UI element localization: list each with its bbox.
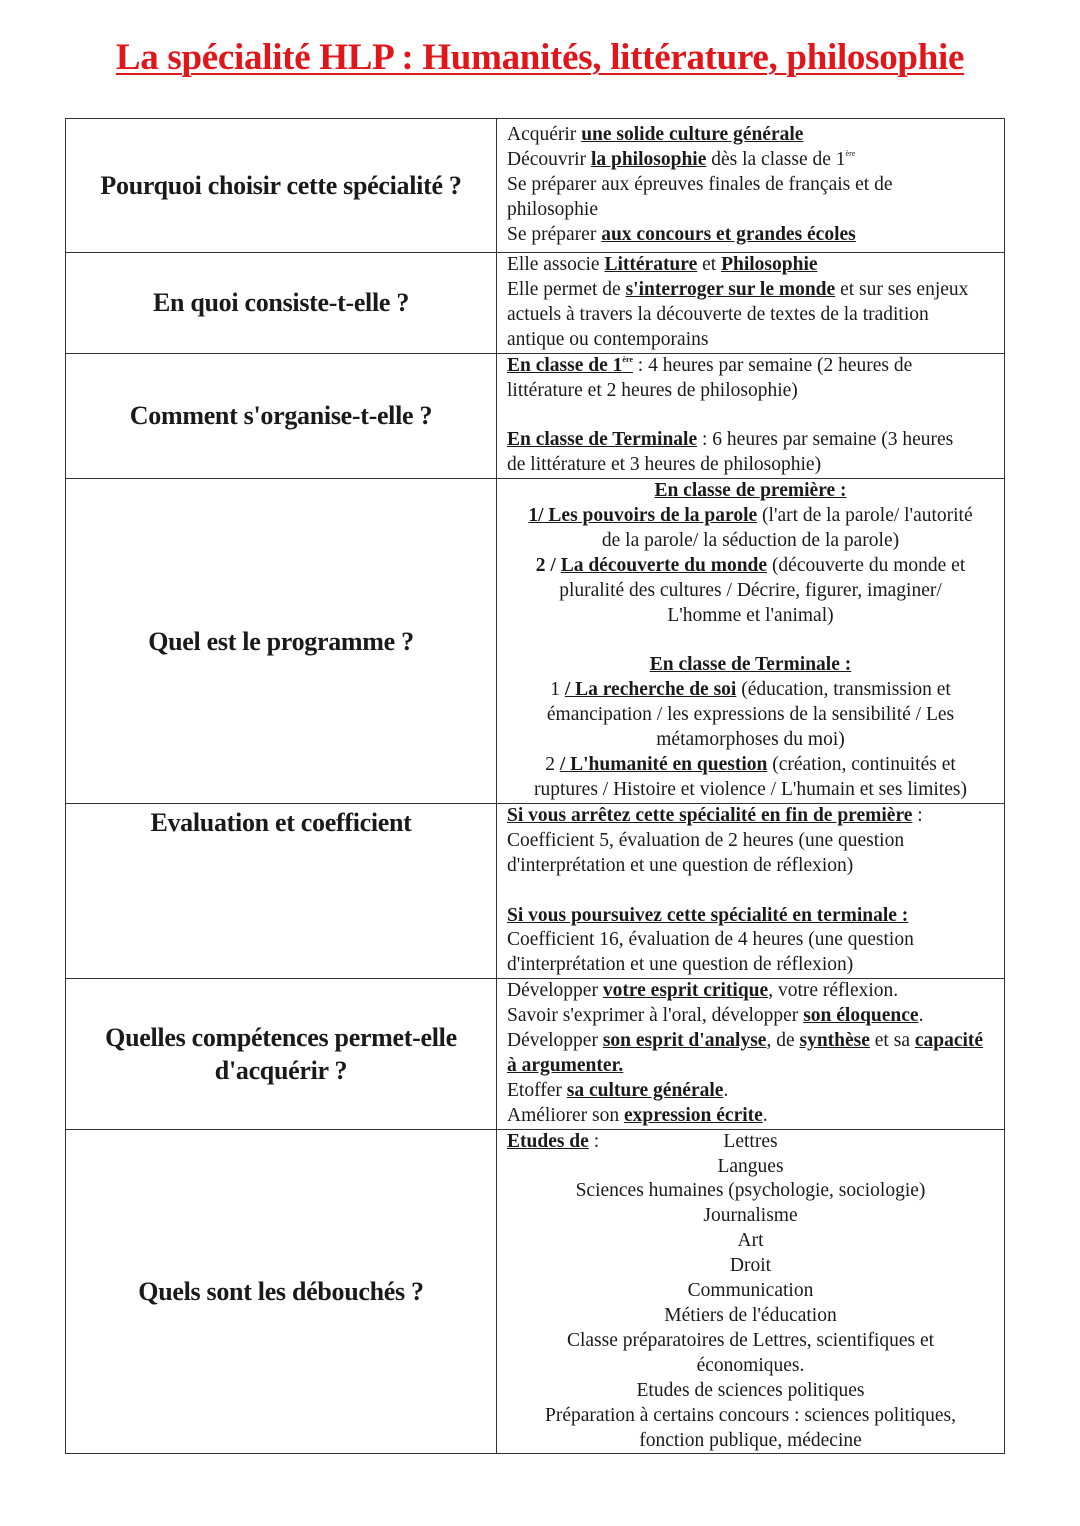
list-item: Art — [737, 1230, 764, 1252]
question-evaluation: Evaluation et coefficient — [66, 803, 497, 978]
text: Elle associe — [507, 254, 605, 275]
text: : — [912, 804, 923, 826]
spacer — [507, 879, 994, 904]
text-line: Coefficient 16, évaluation de 4 heures (une question — [507, 929, 914, 951]
text: (éducation, transmission et — [736, 679, 951, 701]
list-item: Préparation à certains concours : sciences politiques, — [545, 1404, 956, 1426]
text: : 4 heures par semaine (2 heures de — [632, 354, 913, 376]
list-item: Langues — [717, 1155, 784, 1177]
emphasis: capacité — [914, 1030, 984, 1052]
text: . — [762, 1104, 768, 1126]
text: , votre réflexion. — [768, 980, 899, 1002]
text-line: philosophie — [507, 198, 598, 220]
emphasis: aux concours et grandes écoles — [601, 223, 856, 245]
spacer — [507, 629, 994, 654]
text: Se préparer — [507, 223, 602, 245]
emphasis: Philosophie — [721, 254, 818, 275]
text-line: d'interprétation et une question de réflexion) — [507, 954, 854, 976]
emphasis: sa culture générale — [566, 1079, 724, 1101]
list-item: Journalisme — [703, 1205, 798, 1227]
question-organise: Comment s'organise-t-elle ? — [66, 353, 497, 479]
text: Acquérir — [507, 124, 582, 146]
list-item: Lettres — [723, 1130, 778, 1152]
spacer — [507, 403, 994, 428]
subheading: En classe de Terminale : — [649, 654, 852, 676]
emphasis: / L'humanité en question — [559, 754, 768, 776]
answer-evaluation — [497, 803, 1005, 978]
row-programme — [66, 479, 1005, 804]
text-line: métamorphoses du moi) — [656, 729, 845, 751]
emphasis: synthèse — [799, 1030, 870, 1052]
answer-debouches — [497, 1129, 1005, 1454]
text: Améliorer son — [507, 1104, 624, 1126]
text: 1 — [550, 679, 565, 701]
emphasis: Etudes de — [507, 1130, 589, 1152]
text: dès la classe de 1 — [706, 149, 846, 171]
text-line: antique ou contemporains — [507, 328, 709, 350]
text: : — [588, 1130, 600, 1152]
emphasis: son esprit d'analyse — [602, 1030, 767, 1052]
row-pourquoi — [66, 119, 1005, 253]
text-line: Coefficient 5, évaluation de 2 heures (une question — [507, 829, 905, 851]
row-evaluation — [66, 803, 1005, 978]
text: 2 — [545, 754, 560, 776]
text-line: Se préparer aux épreuves finales de français et de — [507, 174, 893, 196]
question-line: Quelles compétences permet-elle — [105, 1022, 457, 1052]
text-line: ruptures / Histoire et violence / L'humain et ses limites) — [534, 779, 967, 800]
emphasis: La découverte du monde — [560, 554, 768, 576]
row-organise — [66, 353, 1005, 479]
row-debouches — [66, 1129, 1005, 1454]
answer-programme — [497, 479, 1005, 804]
text-line: pluralité des cultures / Décrire, figurer, imaginer/ — [559, 579, 942, 601]
text: Développer — [507, 980, 603, 1002]
emphasis: 2 / — [535, 554, 561, 576]
emphasis: En classe de Terminale — [507, 429, 698, 451]
emphasis: à argumenter. — [507, 1054, 624, 1076]
text: Elle permet de — [507, 278, 626, 300]
emphasis: la philosophie — [590, 149, 707, 171]
text-line: littérature et 2 heures de philosophie) — [507, 379, 798, 401]
answer-consiste — [497, 253, 1005, 354]
list-item: fonction publique, médecine — [639, 1429, 862, 1451]
emphasis: Si vous arrêtez cette spécialité en fin de première — [507, 804, 913, 826]
text: et sur ses enjeux — [835, 278, 969, 300]
text-line: de littérature et 3 heures de philosophie) — [507, 454, 822, 476]
question-programme: Quel est le programme ? — [66, 479, 497, 804]
info-table — [65, 118, 1005, 1454]
text-line: de la parole/ la séduction de la parole) — [601, 529, 900, 551]
text: , de — [766, 1030, 800, 1052]
list-item: Sciences humaines (psychologie, sociologie) — [575, 1180, 926, 1202]
text: et — [697, 254, 722, 275]
text: Découvrir — [507, 149, 591, 171]
text-line: émancipation / les expressions de la sensibilité / Les — [546, 704, 955, 726]
emphasis: / La recherche de soi — [564, 679, 737, 701]
question-debouches: Quels sont les débouchés ? — [66, 1129, 497, 1454]
text: (l'art de la parole/ l'autorité — [757, 505, 973, 527]
row-consiste — [66, 253, 1005, 354]
row-competences — [66, 979, 1005, 1129]
list-item: Droit — [729, 1255, 772, 1277]
text: : 6 heures par semaine (3 heures — [697, 429, 954, 451]
answer-pourquoi — [497, 119, 1005, 253]
list-item: Classe préparatoires de Lettres, scientifiques et — [566, 1329, 935, 1351]
emphasis: Si vous poursuivez cette spécialité en terminale : — [507, 904, 909, 926]
text: . — [918, 1005, 924, 1027]
text-line: actuels à travers la découverte de textes de la tradition — [507, 303, 929, 325]
question-competences — [66, 979, 497, 1129]
emphasis: 1/ Les pouvoirs de la parole — [528, 505, 758, 527]
text: (découverte du monde et — [767, 554, 966, 576]
answer-organise — [497, 353, 1005, 479]
emphasis: expression écrite — [623, 1104, 763, 1126]
superscript: ère — [622, 354, 633, 364]
text: (création, continuités et — [767, 754, 956, 776]
superscript: ère — [845, 149, 856, 159]
emphasis: Littérature — [604, 254, 698, 275]
emphasis: une solide culture générale — [581, 124, 804, 146]
question-line: d'acquérir ? — [214, 1055, 348, 1085]
text: Développer — [507, 1030, 603, 1052]
question-consiste: En quoi consiste-t-elle ? — [66, 253, 497, 354]
text-line: L'homme et l'animal) — [667, 604, 834, 626]
answer-competences — [497, 979, 1005, 1129]
emphasis: s'interroger sur le monde — [625, 278, 836, 300]
text: Savoir s'exprimer à l'oral, développer — [507, 1005, 804, 1027]
list-item: Communication — [687, 1280, 814, 1302]
text: et sa — [869, 1030, 915, 1052]
etudes-label — [507, 1130, 599, 1155]
text: . — [723, 1079, 729, 1101]
page-title: La spécialité HLP : Humanités, littérature, philosophie — [115, 37, 965, 78]
text-line: d'interprétation et une question de réflexion) — [507, 854, 854, 876]
emphasis: son éloquence — [803, 1005, 919, 1027]
emphasis — [507, 355, 633, 376]
subheading: En classe de première : — [654, 480, 847, 502]
list-item: économiques. — [696, 1354, 805, 1376]
text: En classe de 1 — [507, 354, 623, 376]
question-pourquoi: Pourquoi choisir cette spécialité ? — [66, 119, 497, 253]
emphasis: votre esprit critique — [602, 980, 769, 1002]
list-item: Etudes de sciences politiques — [636, 1379, 865, 1401]
list-item: Métiers de l'éducation — [664, 1305, 837, 1327]
text: Etoffer — [507, 1079, 567, 1101]
